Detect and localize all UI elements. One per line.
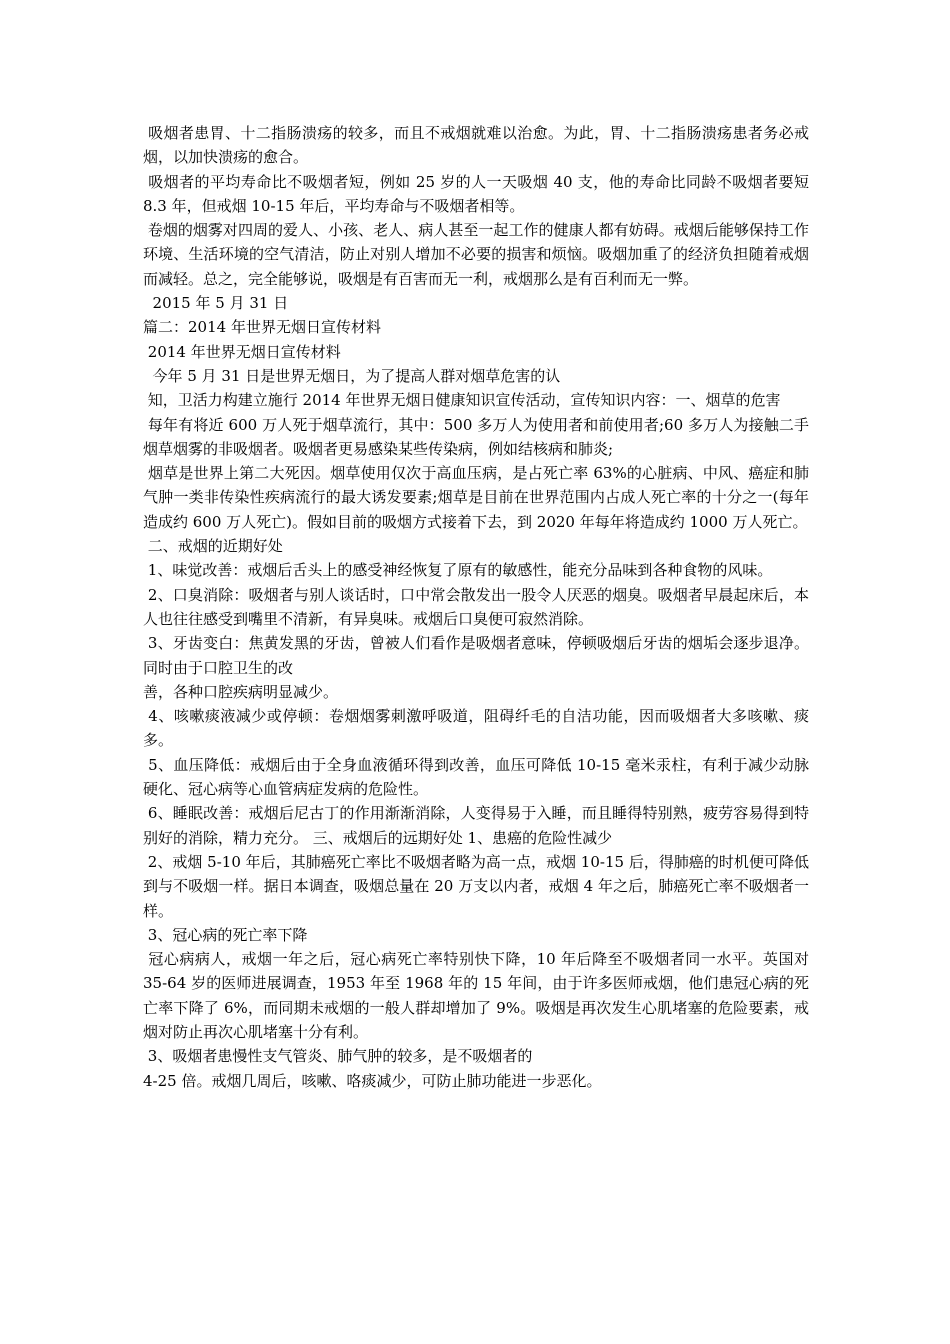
document-body bbox=[143, 121, 814, 1093]
paragraph: 烟草是世界上第二大死因。烟草使用仅次于高血压病，是占死亡率 63%的心脏病、中风、癌症和肺气肿一类非传染性疾病流行的最大诱发要素;烟草是目前在世界范围内占成人死亡率的十分之一(每年造成约 600 万人死亡)。假如目前的吸烟方式接着下去，到 2020 年每年将造成约 1000 万人死亡。 bbox=[143, 464, 809, 531]
paragraph: 每年有将近 600 万人死于烟草流行，其中：500 多万人为使用者和前使用者;60 多万人为接触二手烟草烟雾的非吸烟者。吸烟者更易感染某些传染病，例如结核病和肺炎; bbox=[143, 415, 809, 458]
section-title: 2014 年世界无烟日宣传材料 bbox=[143, 342, 341, 361]
paragraph: 卷烟的烟雾对四周的爱人、小孩、老人、病人甚至一起工作的健康人都有妨碍。戒烟后能够保持工作环境、生活环境的空气清洁，防止对别人增加不必要的损害和烦恼。吸烟加重了的经济负担随着戒烟而减轻。总之，完全能够说，吸烟是有百害而无一利，戒烟那么是有百利而无一弊。 bbox=[143, 221, 809, 288]
paragraph: 3、牙齿变白：焦黄发黑的牙齿，曾被人们看作是吸烟者意味，停顿吸烟后牙齿的烟垢会逐步退净。同时由于口腔卫生的改 bbox=[143, 634, 809, 677]
paragraph: 善，各种口腔疾病明显减少。 bbox=[143, 682, 339, 701]
paragraph: 2、口臭消除：吸烟者与别人谈话时，口中常会散发出一股令人厌恶的烟臭。吸烟者早晨起床后，本人也往往感受到嘴里不清新，有异臭味。戒烟后口臭便可寂然消除。 bbox=[143, 585, 809, 628]
paragraph: 知，卫活力构建立施行 2014 年世界无烟日健康知识宣传活动，宣传知识内容：一、烟草的危害 bbox=[143, 391, 781, 410]
paragraph: 今年 5 月 31 日是世界无烟日，为了提高人群对烟草危害的认 bbox=[143, 366, 561, 385]
paragraph: 4-25 倍。戒烟几周后，咳嗽、咯痰减少，可防止肺功能进一步恶化。 bbox=[143, 1071, 602, 1090]
subsection-heading: 3、冠心病的死亡率下降 bbox=[143, 925, 308, 944]
paragraph: 2、戒烟 5-10 年后，其肺癌死亡率比不吸烟者略为高一点，戒烟 10-15 后，得肺癌的时机便可降低到与不吸烟一样。据日本调查，吸烟总量在 20 万支以内者，戒烟 4 年之后，肺癌死亡率不吸烟者一样。 bbox=[143, 852, 809, 920]
paragraph: 冠心病病人，戒烟一年之后，冠心病死亡率特别快下降，10 年后降至不吸烟者同一水平。英国对 35-64 岁的医师进展调查，1953 年至 1968 年的 15 年间，由于许多医师戒烟，他们患冠心病的死亡率下降了 6%，而同期未戒烟的一般人群却增加了 9%。吸烟是再次发生心肌堵塞的危险要素，戒烟对防止再次心肌堵塞十分有利。 bbox=[143, 950, 814, 1041]
paragraph: 4、咳嗽痰液减少或停顿：卷烟烟雾刺激呼吸道，阻碍纤毛的自洁功能，因而吸烟者大多咳嗽、痰多。 bbox=[143, 707, 809, 750]
paragraph: 5、血压降低：戒烟后由于全身血液循环得到改善，血压可降低 10-15 毫米汞柱，有利于减少动脉硬化、冠心病等心血管病症发病的危险性。 bbox=[143, 755, 809, 799]
paragraph: 吸烟者患胃、十二指肠溃疡的较多，而且不戒烟就难以治愈。为此，胃、十二指肠溃疡患者务必戒烟，以加快溃疡的愈合。 bbox=[143, 124, 809, 167]
section-heading: 篇二：2014 年世界无烟日宣传材料 bbox=[143, 318, 381, 337]
date-line: 2015 年 5 月 31 日 bbox=[143, 294, 289, 313]
subsection-heading: 二、戒烟的近期好处 bbox=[143, 537, 283, 556]
paragraph: 6、睡眠改善：戒烟后尼古丁的作用渐渐消除，人变得易于入睡，而且睡得特别熟，疲劳容易得到特别好的消除，精力充分。 三、戒烟后的远期好处 1、患癌的危险性减少 bbox=[143, 804, 809, 847]
paragraph: 吸烟者的平均寿命比不吸烟者短，例如 25 岁的人一天吸烟 40 支，他的寿命比同龄不吸烟者要短 8.3 年，但戒烟 10-15 年后，平均寿命与不吸烟者相等。 bbox=[143, 172, 814, 215]
paragraph: 3、吸烟者患慢性支气管炎、肺气肿的较多，是不吸烟者的 bbox=[143, 1047, 533, 1066]
paragraph: 1、味觉改善：戒烟后舌头上的感受神经恢复了原有的敏感性，能充分品味到各种食物的风味。 bbox=[143, 561, 773, 580]
